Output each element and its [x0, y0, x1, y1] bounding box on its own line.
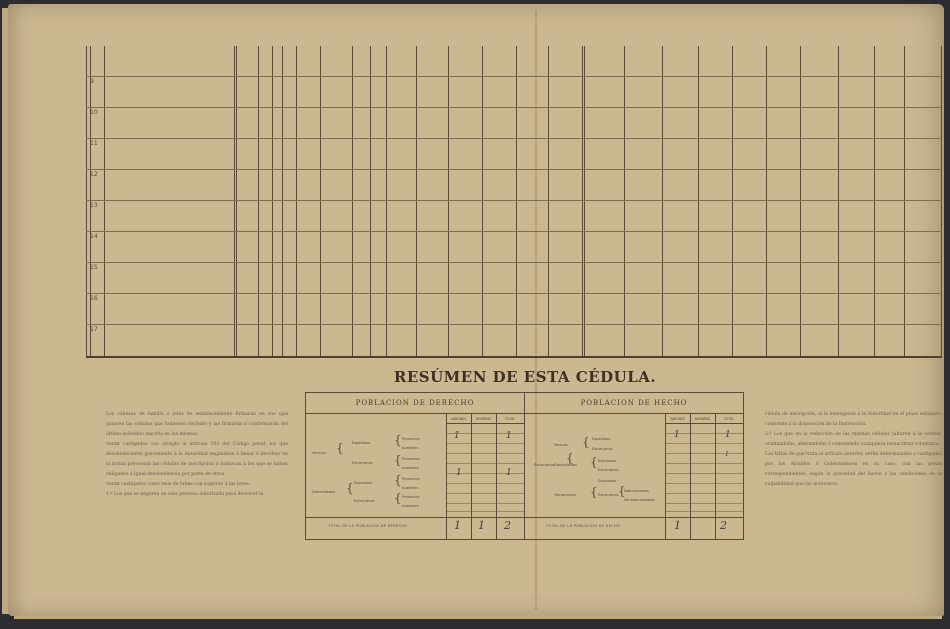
summary-grid-row: [665, 433, 743, 434]
ledger-column-rule: [800, 46, 801, 356]
summary-grid-row: [446, 511, 524, 512]
hecho-item: No naturalizados: [624, 498, 655, 502]
derecho-col-rule-3: [496, 413, 497, 539]
derecho-mark-r5-varones: 1: [456, 468, 462, 478]
summary-grid-row: [446, 493, 524, 494]
ledger-column-rule: [282, 46, 283, 356]
derecho-item: Ausentes: [402, 466, 419, 470]
ledger-column-rule: [732, 46, 733, 356]
brace: {: [566, 451, 574, 465]
summary-grid-row: [665, 503, 743, 504]
ledger-grid: [86, 46, 942, 358]
derecho-mark-r5-total: 1: [506, 468, 512, 478]
hecho-mark-r1-varones: 1: [674, 430, 680, 440]
ledger-column-rule: [584, 46, 585, 356]
summary-grid-row: [446, 443, 524, 444]
derecho-item: Ausentes: [402, 486, 419, 490]
derecho-sub-espanoles-2: Españoles: [354, 481, 373, 485]
summary-grid-row: [446, 463, 524, 464]
hecho-group-domiciliados: Domiciliados: [554, 463, 577, 467]
summary-grid-row: [665, 483, 743, 484]
ledger-column-rule: [90, 46, 91, 356]
summary-table: [305, 392, 744, 540]
ledger-row-rule: [86, 293, 942, 294]
ledger-column-rule: [766, 46, 767, 356]
ledger-column-rule: [624, 46, 625, 356]
ledger-row-number: 12: [90, 171, 98, 178]
summary-grid-row: [665, 473, 743, 474]
hecho-col-rule-1: [665, 413, 666, 539]
ledger-column-rule: [236, 46, 237, 356]
ledger-column-rule: [352, 46, 353, 356]
ledger-column-rule: [448, 46, 449, 356]
ledger-column-rule: [86, 46, 87, 356]
summary-grid-row: [446, 453, 524, 454]
ledger-row-rule: [86, 200, 942, 201]
hecho-item: Extranjeros: [598, 493, 619, 497]
derecho-group-domiciliados: Domiciliados: [312, 490, 335, 494]
note-right-1: cédula de inscripción, si la entregasen á la Autoridad en el plazo señalado, conforme á la disposición de la Instrucción.: [765, 412, 942, 427]
ledger-row-number: 15: [90, 264, 98, 271]
hecho-item: Españoles: [598, 459, 617, 463]
derecho-total-total: 2: [504, 519, 511, 532]
derecho-item: Ausentes: [402, 504, 419, 508]
derecho-mark-r1-varones: 1: [454, 431, 460, 441]
hecho-item: Naturalizados: [624, 489, 649, 493]
derecho-item: Presentes: [402, 495, 420, 499]
summary-title: RESÚMEN DE ESTA CÉDULA.: [393, 368, 657, 386]
ledger-row-rule: [86, 169, 942, 170]
summary-grid-row: [446, 483, 524, 484]
summary-grid-row: [665, 453, 743, 454]
note-left-3: Serán castigados como reos de faltas con sujeción á las leyes:: [106, 482, 251, 487]
ledger-column-rule: [386, 46, 387, 356]
summary-grid-row: [665, 443, 743, 444]
ledger-row-rule: [86, 262, 942, 263]
hecho-total-varones: 1: [674, 519, 681, 532]
ledger-row-number: 13: [90, 202, 98, 209]
hecho-col-rule-2: [690, 413, 691, 539]
derecho-heading: POBLACION DE DERECHO: [355, 399, 475, 407]
derecho-item: Presentes: [402, 437, 420, 441]
ledger-row-number: 14: [90, 233, 98, 240]
notes-left: [106, 410, 288, 500]
ledger-row-rule: [86, 324, 942, 325]
ledger-column-rule: [272, 46, 273, 356]
derecho-item: Ausentes: [402, 446, 419, 450]
derecho-item: Presentes: [402, 457, 420, 461]
hecho-mark-r1-total: 1: [725, 430, 731, 440]
hecho-colhead-rule: [665, 423, 743, 424]
note-left-4: 1.º Los que se negaren en esta persona autorizada para devolver la: [106, 492, 264, 497]
derecho-sub-espanoles: Españoles: [352, 441, 371, 445]
summary-header-rule: [306, 413, 743, 414]
ledger-column-rule: [234, 46, 235, 356]
summary-total-rule: [306, 517, 743, 518]
hecho-col-total: TOTAL: [723, 417, 735, 421]
derecho-total-hembras: 1: [478, 519, 485, 532]
ledger-column-rule: [516, 46, 517, 356]
summary-grid-row: [446, 433, 524, 434]
ledger-column-rule: [904, 46, 905, 356]
ledger-row-number: 17: [90, 326, 98, 333]
hecho-group-vecinos: Vecinos: [554, 443, 568, 447]
derecho-col-varones: VARONES: [450, 417, 467, 421]
summary-grid-row: [446, 503, 524, 504]
hecho-col-rule-3: [715, 413, 716, 539]
brace: {: [618, 484, 626, 498]
hecho-group-transeuntes: Transeuntes: [554, 493, 576, 497]
ledger-row-number: 10: [90, 109, 98, 116]
summary-grid-row: [446, 473, 524, 474]
derecho-sub-extranjeros-2: Extranjeros: [354, 499, 375, 503]
brace: {: [590, 485, 598, 499]
hecho-col-hembras: HEMBRAS: [694, 417, 711, 421]
notes-right: [765, 410, 942, 490]
ledger-column-rule: [838, 46, 839, 356]
hecho-group-presentes: Extranjeros: [534, 463, 555, 467]
note-right-3: Las faltas de que trata el artículo anterior, serán determinadas y castigadas por los Alcaldes ó Gobernadores en su caso, con las penas correspondientes, según la gravedad del hecho y las condiciones de la culpabilidad que las motivaron.: [765, 452, 942, 487]
derecho-total-label: TOTAL DE LA POBLACION DE DERECHO: [328, 524, 408, 528]
hecho-item: Españoles: [592, 437, 611, 441]
hecho-item: Extranjeros: [598, 468, 619, 472]
ledger-column-rule: [662, 46, 663, 356]
ledger-row-rule: [86, 76, 942, 77]
ledger-column-rule: [941, 46, 942, 356]
summary-grid-row: [665, 511, 743, 512]
brace: {: [336, 441, 344, 455]
ledger-base-rule: [86, 356, 942, 358]
hecho-col-varones: VARONES: [669, 417, 686, 421]
hecho-total-total: 2: [720, 519, 727, 532]
derecho-total-varones: 1: [454, 519, 461, 532]
summary-grid-row: [665, 493, 743, 494]
note-right-2: 2.º Los que en la redacción de las mismas cédulas faltaren á la verdad, ocultándolas, alterándolas ó cometiendo cualquiera inexactitud voluntaria.: [765, 432, 942, 447]
ledger-row-number: 11: [90, 140, 98, 147]
hecho-item: Extranjeros: [592, 447, 613, 451]
ledger-row-rule: [86, 138, 942, 139]
brace: {: [590, 455, 598, 469]
summary-grid-row: [665, 463, 743, 464]
brace: {: [346, 481, 354, 495]
ledger-column-rule: [320, 46, 321, 356]
hecho-total-label: TOTAL DE LA POBLACION DE HECHO: [546, 524, 621, 528]
derecho-col-rule-1: [446, 413, 447, 539]
ledger-column-rule: [258, 46, 259, 356]
derecho-col-rule-2: [471, 413, 472, 539]
ledger-column-rule: [296, 46, 297, 356]
derecho-colhead-rule: [446, 423, 524, 424]
derecho-item: Presentes: [402, 477, 420, 481]
ledger-row-number: 16: [90, 295, 98, 302]
derecho-mark-r1-total: 1: [506, 431, 512, 441]
ledger-column-rule: [482, 46, 483, 356]
ledger-column-rule: [370, 46, 371, 356]
derecho-col-total: TOTAL: [504, 417, 516, 421]
brace: {: [394, 453, 402, 467]
derecho-sub-extranjeros: Extranjeros: [352, 461, 373, 465]
brace: {: [394, 491, 402, 505]
hecho-mark-r3-total: 1: [725, 451, 729, 458]
ledger-column-rule: [582, 46, 583, 356]
ledger-column-rule: [698, 46, 699, 356]
brace: {: [394, 473, 402, 487]
ledger-column-rule: [548, 46, 549, 356]
ledger-column-rule: [104, 46, 105, 356]
hecho-item: Españoles: [598, 479, 617, 483]
derecho-group-vecinos: Vecinos: [312, 451, 326, 455]
ledger-column-rule: [874, 46, 875, 356]
brace: {: [394, 433, 402, 447]
ledger-row-number: 9: [90, 78, 94, 85]
ledger-row-rule: [86, 107, 942, 108]
derecho-col-hembras: HEMBRAS: [475, 417, 492, 421]
note-left-2: Serán castigados con arreglo al artículo 593 del Código penal, los que desobedecieren gravemente á la Autoridad negándose á llenar ó devolver en la forma prevenida las cédulas de inscripción ó induzcan á los que se hallen obligados á igual desobediencia por parte de otros.: [106, 442, 288, 477]
ledger-row-rule: [86, 231, 942, 232]
note-left-1: Los cabezas de familia ó jefes de establecimiento firmarán en sus ojas quinces las cédulas que hubieren recibido y las firmarán ó conformarán del último individuo inscrito en las mismas.: [106, 412, 288, 437]
hecho-heading: POBLACION DE HECHO: [580, 399, 688, 407]
brace: {: [582, 435, 590, 449]
ledger-column-rule: [416, 46, 417, 356]
